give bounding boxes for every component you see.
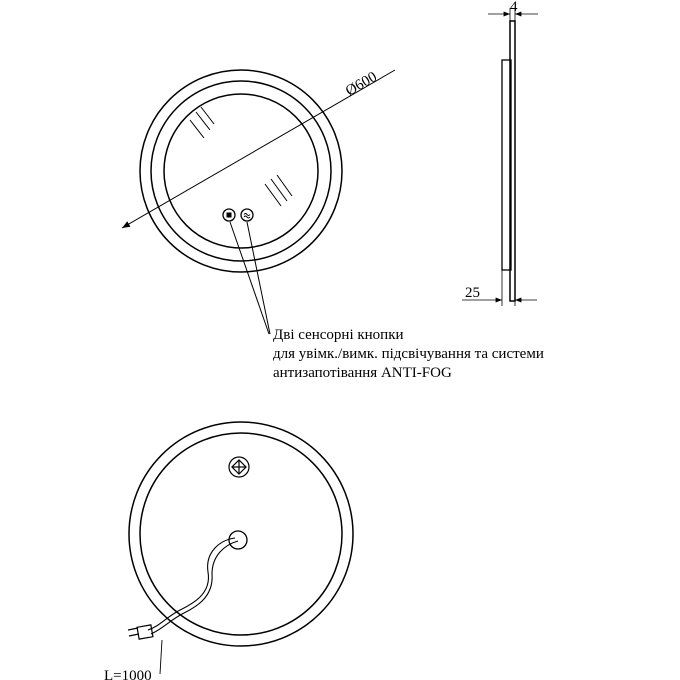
reflection-marks (190, 107, 292, 206)
callout-line-1: Дві сенсорні кнопки (273, 327, 404, 343)
cable-length-label: L=1000 (104, 668, 152, 680)
depth-label: 25 (465, 285, 480, 301)
thickness-label: 4 (510, 0, 518, 15)
power-touch-button (223, 209, 235, 221)
cable-length-leader (160, 640, 162, 674)
callout-leader-2 (247, 222, 270, 334)
side-view (462, 8, 538, 306)
control-module (229, 457, 249, 477)
led-ring-outer (151, 81, 331, 261)
callout-line-2: для увімк./вимк. підсвічування та системи (273, 346, 544, 362)
diameter-label: Ø600 (343, 68, 380, 100)
buttons-callout (273, 326, 673, 383)
anti-fog-touch-button (241, 209, 253, 221)
back-inner-edge (140, 433, 342, 635)
callout-leader-1 (230, 222, 269, 334)
led-ring-inner (164, 94, 318, 248)
front-view (122, 70, 395, 334)
power-plug (128, 625, 153, 639)
callout-line-3: антизапотівання ANTI-FOG (273, 365, 452, 381)
cable-entry (229, 531, 247, 549)
power-cable (148, 538, 235, 630)
mirror-outer-edge (140, 70, 342, 272)
back-view (128, 422, 353, 674)
back-outer-edge (129, 422, 353, 646)
